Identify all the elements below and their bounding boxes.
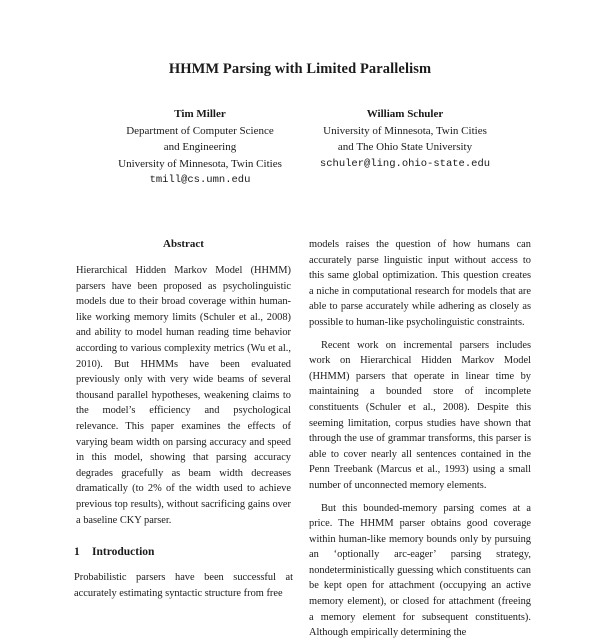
abstract-text: Hierarchical Hidden Markov Model (HHMM) parsers have been proposed as psycholinguistic models due to their broad coverage within human-like working memory limits (Schuler et al., 2008) and ability to model human reading time behavior according to various complexity metrics (Wu et al., 2010). But HHMMs have been evaluated previously only with very wide beams of several thousand parallel hypotheses, weakening claims to the model’s efficiency and psychological relevance. This paper examines the effects of varying beam width on parsing accuracy and speed in this model, showing that parsing accuracy degrades gracefully as beam width decreases dramatically (to 2% of the width used to achieve previous top results), without sacrificing gains over a baseline CKY parser. — [76, 265, 291, 526]
author-email: schuler@ling.ohio-state.edu — [319, 157, 491, 170]
section-heading — [74, 546, 154, 558]
author-affiliation-line: and Engineering — [163, 141, 237, 154]
paper-title: HHMM Parsing with Limited Parallelism — [168, 61, 432, 77]
abstract-column — [74, 263, 293, 528]
section-number: 1 — [74, 546, 80, 558]
right-column — [309, 237, 531, 641]
author-block-2 — [305, 106, 505, 172]
author-affiliation-line: University of Minnesota, Twin Cities — [118, 157, 282, 170]
author-name: William Schuler — [366, 108, 444, 120]
body-paragraph: But this bounded-memory parsing comes at a price. The HHMM parser obtains good coverage within human-like memory bounds only by pursuing an ‘optionally arc-eager’ parsing strategy, nondeterministically guessing which constituents can be kept open for attachment (occupying an active memory element), or closed for attachment (freeing a memory element for subsequent constituents). Although empirically determining the — [309, 502, 531, 639]
introduction-text: Probabilistic parsers have been successful at accurately estimating syntactic structure from free — [74, 572, 293, 599]
author-email: tmill@cs.umn.edu — [149, 174, 251, 187]
author-affiliation-line: Department of Computer Science — [126, 124, 274, 137]
author-block-1 — [100, 106, 300, 189]
abstract-heading: Abstract — [163, 238, 204, 250]
section-title: Introduction — [92, 546, 155, 558]
body-paragraph: Recent work on incremental parsers includes work on Hierarchical Hidden Markov Model (HHMM) parsers that operate in linear time by maintaining a bounded store of incomplete constituents (Schuler et al., 2008). Despite this seeming limitation, corpus studies have shown that through the use of grammar transforms, this parser is able to cover nearly all sentences contained in the Penn Treebank (Marcus et al., 1993) using a small number of unconnected memory elements. — [309, 339, 531, 491]
author-name: Tim Miller — [174, 108, 226, 120]
author-affiliation-line: University of Minnesota, Twin Cities — [323, 124, 487, 137]
author-affiliation-line: and The Ohio State University — [337, 141, 473, 154]
body-paragraph: models raises the question of how humans can accurately parse linguistic input without access to this same global optimization. This question creates a niche in computational research for models that are able to parse accurately while adhering as closely as possible to human-like psycholinguistic constraints. — [309, 239, 531, 328]
